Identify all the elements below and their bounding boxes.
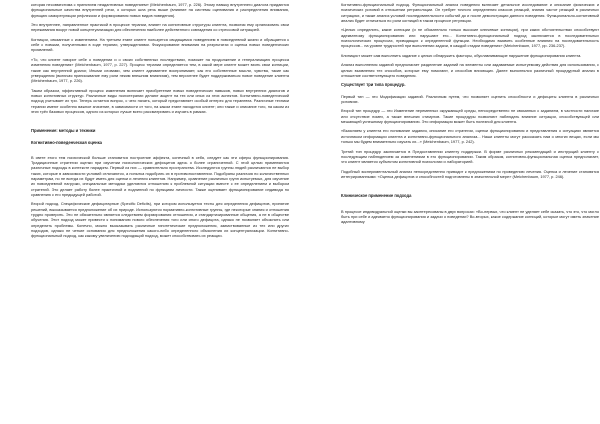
section-heading: Клиническое применение подхода xyxy=(341,193,412,199)
paragraph: которая несовместима с принятием неадаптивных поведением» (Meichenbaum, 1977, p. 226). Этому навыку внутреннего диалога придаются функциональные качества внутренней речи, о которых шла речь выше (влияние на системы оценивания и распределения внимания, функцию саморегуляции рефлексии и формирования новых видов поведения). xyxy=(31,2,289,18)
paragraph: Третий тип процедур заключается в Предоставлении клиенту поддержки. В форме различных рекомендаций и инструкций клиенту с последующим наблюдением за изменениями в его функционировании. Таким образом, когнитивно-функциональная оценка предполагает, что клиент является субъектом когнитивной психологии и лабораторией. xyxy=(341,148,599,165)
right-column xyxy=(341,2,599,229)
paragraph: Второй подход. Специфические дефицитарные (Specific Deficits), при котором используется тесты для определения дефицитов, принятие решений, высказывается предположение об их природе. Используются нормативно-когнитивные группы, где некоторые знания и отношения трудно проверить. Это не обязательно является следствием формирования отношения, и стандартизированные общения, а не в обществе обучения. Этот подход может привести к пониманию нового обеспечения того или иного дефицита, однако не позволяет объяснить или определить проблемы. Конечно, можно высказывать различные гипотетические предположения, заимствованные из тех или других подходов, однако не четкие основания для предположения какого-либо определенного объяснения их концептуализации. Когнитивно-функциональный подход, как какому увеличению подходящий подход, может способствовать их реакции. xyxy=(31,201,289,239)
paragraph: Это внутреннее, направленное практикой в процессе терапии, влияет на когнитивные структуры клиента, позволяя ему организовать свои переживания вокруг новой концептуализации для обеспечения наиболее действенного совладения со стрессовой ситуацией. xyxy=(31,22,289,33)
paragraph: Подобный экспериментальный анализ непосредственно приводит к предложениям по проведению лечения. Оценка и лечение становятся интегрированными: «Оценка дефицитов и способностей подготовлены в значительной мере» (Meichenbaum, 1977, p. 246). xyxy=(341,168,599,179)
paragraph: «Целью определить, какие когниции (и не обязательно только высокие ключевые когниции), при каких обстоятельствах способствуют адекватному функционированию или нарушают его... Когнитивно-функциональный подход заключается в последовательных психологических процессах, приводящих к определенной функции. Необходимо выявить особенные влияния на последовательность процессов... на уровне трудностей при выполнении задачи, в каждой стадии поведения» (Meichenbaum, 1977, pp. 236-237). xyxy=(341,27,599,49)
left-column xyxy=(31,2,289,243)
paragraph: В процессе индивидуальной оценки вы заинтересованы в двух вопросах: «Во-первых, что клиент не уделяет себе сказать, что это, что могло быть при себе и адекватно функционирования и задачи о поведении? Во-вторых, какое содержание когниций, которые могут иметь значение адаптивному xyxy=(341,208,599,225)
subsection-heading: Когнитивно-поведенческая оценка xyxy=(31,139,102,145)
paragraph: Таким образом, эффективный процесс изменения включает приобретение новых поведенческих навыков, новых внутренних диалогов и новых когнитивных структур. Различные виды психотерапии делают акцент на тех или иных из этих аспектов. Когнитивно-поведенческий подход учитывает их три. Теперь остается вопрос, с чего начать, который представляет особый интерес для терапевта. Различные техники терапии имеют особенно важное значение, в зависимости от того, на каком этапе находится клиент; они также и описание того, на каком из этих трёх базовых процессов, одного из которых лучше всего рассматривать и изучать в рамках. xyxy=(31,87,289,114)
paragraph: Клиницист может сам выполнить задание с целью обнаружить факторы, обуславливающие нарушение функционирования клиента. xyxy=(341,52,582,58)
paragraph: «То, что клиент говорит себе о поведении и о своих собственных последствиях, поможет на продолжение и генерализацию процесса изменения поведения» (Meichenbaum, 1977, p. 227). Процесс терапии определяется тем, в какой мере клиент может взять свои когниции, такие как внутренний диалог, Иными словами, чем клиент адекватнее воспринимает, как его собственные мысли, чувства, такие как утверждения (включая приписывание ему роли неким внешним влияниям), тем вероятнее будет поддерживаться новое поведение клиента (Meichenbaum, 1977, p. 226). xyxy=(31,56,289,84)
section-heading: Применение: методы и техники xyxy=(31,128,96,134)
paragraph: «Выясняем у клиента его понимание задания, описание его стратегии, оценки функционирования и представления о ситуациях является источником информации клиента и когнитивно-функционального анализа... Наши клиенты могут рассказать нам о многих вещах, если мы только мы будем внимательно изучать их...» (Meichenbaum, 1977, p. 242). xyxy=(341,128,599,145)
paragraph: Первый тип — это Модификации заданий. Различным путем, что позволяет оценить способности и дефициты клиента в различных условиях. xyxy=(341,93,599,104)
paragraph: Когнитивно-функциональный подход. Функциональный анализ поведения включает детальное исследование и описание физических и психических условий в отношении ретрансляции. Он требует точного определения классов реакций, знания частот реакций в различных ситуациях, и также анализ условий последовательности событий до и после демонстрации данного поведения. Функционально-когнитивный анализ будет отличаться по роли когниций в таком процессе регуляции. xyxy=(341,2,599,23)
paragraph: Когниции, связанные с изменением. На третьем этапе клиент пользуется сводящимся поведением в повседневной жизни и обращается к себе с новыми, полученными в ходе терапии, утверждениями. Фокусирование внимания на результатах и оценка новых поведенческих проявлений. xyxy=(31,36,289,53)
section-heading: Существует три типа процедур. xyxy=(341,82,406,88)
paragraph: Анализ выполнения заданий предполагает разделение заданий на элементы или задаваемые испытуемому действия для использования, с целью выявления тех способов, которые ему помогают, и способов влияющих. Далее выполнялся различный процедурный анализ в отношение соответствующего поведения. xyxy=(341,62,599,78)
paragraph: В свете этого тем психической больше становится построение аффекта, конечный в себя, следует как эти сферы функционирования. Традиционные стратегии оценки при изучении психологических дефицитов здесь о более ограниченной. С этой целью применяются различные подходы в контексте парадигм. Первый из них — сравнительно пространства. Исследуются группы людей различаются не выбор таких, которые в зависимости условий отличаются, а попытка подобрать их в противопоставлении. Подобраны различия по количественных параметрам, но не всегда их будут иметь для оценки и лечения клиентов. Например, сравнение различных групп испытуемых, для изучение их повседневной нагрузки, специальные методики уделяются отношению к проблемной ситуации вместе с ее определением и выбором стратегий. Это делает работу более практичной и подлинной по функциям личности. Также оценивает функционирование индивида по сравнению с его предыдущей работой. xyxy=(31,154,289,197)
paragraph: Второй тип процедур — это Изменение переменных окружающей среды, непосредственно не связанных с заданием, в частности наличие или отсутствие помех, а также внешних стимулов. Такие процедуры позволяют наблюдать влияние ситуации, способствующей или мешающей успешному функционированию. Это информация может быть полезной для клиента. xyxy=(341,108,599,124)
